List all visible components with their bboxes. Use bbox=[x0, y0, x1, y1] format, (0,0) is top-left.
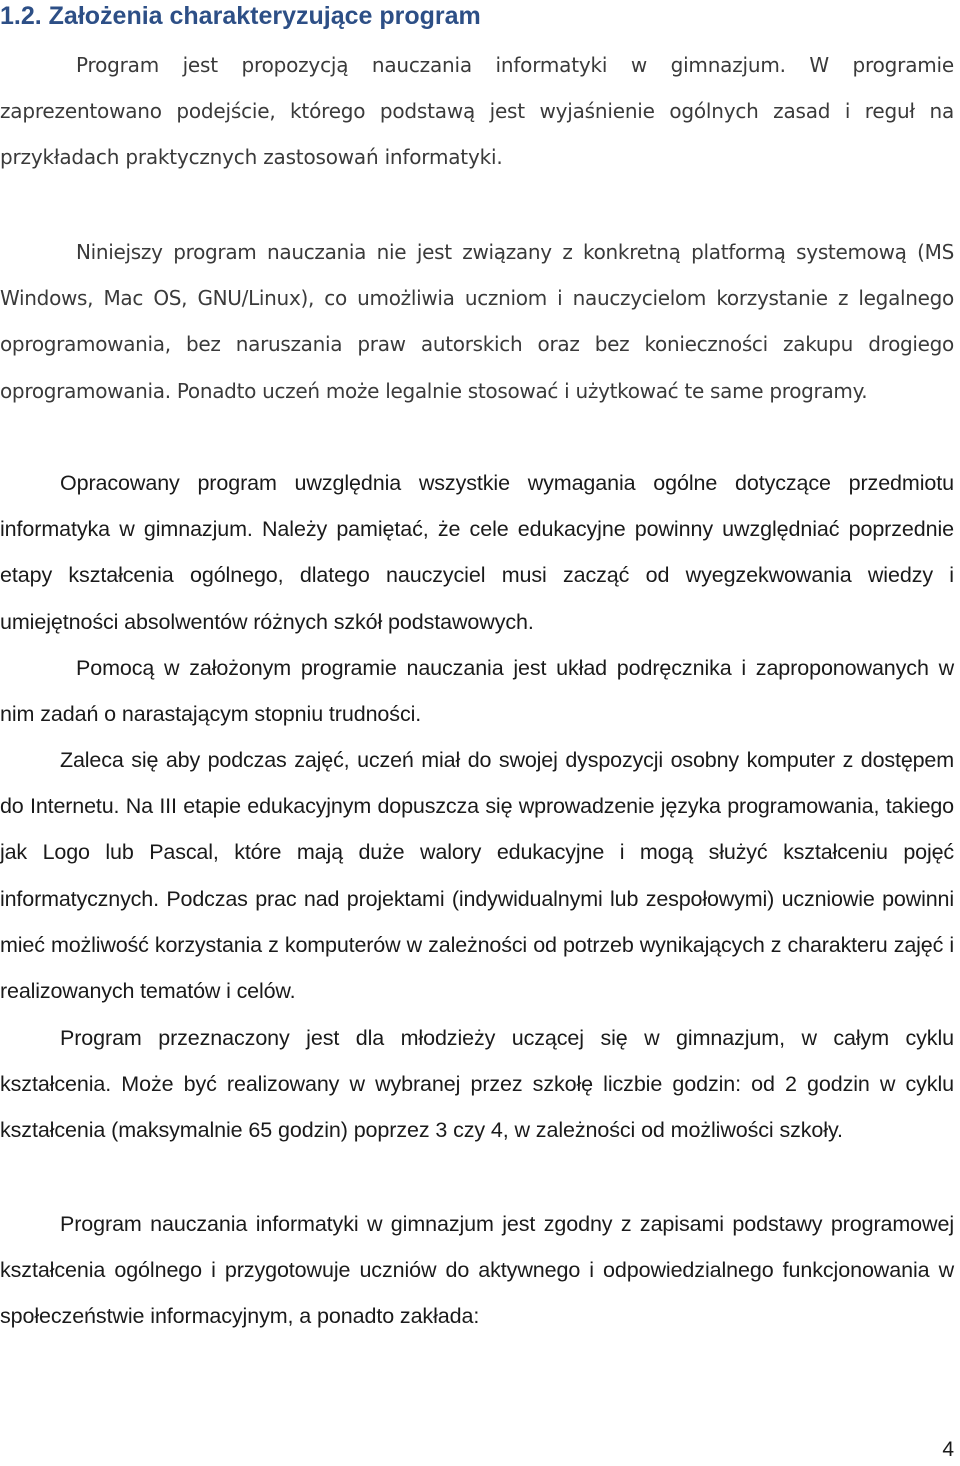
paragraph-5: Zaleca się aby podczas zajęć, uczeń miał do swojej dyspozycji osobny komputer z dostępem do Internetu. Na III etapie edukacyjnym dopuszcza się wprowadzenie języka programowania, takiego jak Logo lub Pascal, które mają duże walory edukacyjne i mogą służyć kształceniu pojęć informatycznych. Podczas prac nad projektami (indywidualnymi lub zespołowymi) uczniowie powinni mieć możliwość korzystania z komputerów w zależności od potrzeb wynikających z charakteru zajęć i realizowanych tematów i celów. bbox=[0, 748, 954, 1004]
paragraph-4: Pomocą w założonym programie nauczania jest układ podręcznika i zaproponowanych w nim zadań o narastającym stopniu trudności. bbox=[0, 656, 954, 727]
paragraph-7: Program nauczania informatyki w gimnazjum jest zgodny z zapisami podstawy programowej kształcenia ogólnego i przygotowuje uczniów do aktywnego i odpowiedzialnego funkcjonowania w społeczeństwie informacyjnym, a ponadto zakłada: bbox=[0, 1212, 954, 1329]
paragraph-3: Opracowany program uwzględnia wszystkie wymagania ogólne dotyczące przedmiotu informatyka w gimnazjum. Należy pamiętać, że cele edukacyjne powinny uwzględniać poprzednie etapy kształcenia ogólnego, dlatego nauczyciel musi zacząć od wyegzekwowania wiedzy i umiejętności absolwentów różnych szkół podstawowych. bbox=[0, 471, 954, 634]
section-heading: 1.2. Założenia charakteryzujące program bbox=[0, 2, 481, 30]
paragraph-1: Program jest propozycją nauczania informatyki w gimnazjum. W programie zaprezentowano podejście, którego podstawą jest wyjaśnienie ogólnych zasad i reguł na przykładach praktycznych zastosowań informatyki. bbox=[0, 53, 954, 170]
paragraph-2: Niniejszy program nauczania nie jest związany z konkretną platformą systemową (MS Windows, Mac OS, GNU/Linux), co umożliwia uczniom i nauczycielom korzystanie z legalnego oprogramowania, bez naruszania praw autorskich oraz bez konieczności zakupu drogiego oprogramowania. Ponadto uczeń może legalnie stosować i użytkować te same programy. bbox=[0, 240, 954, 403]
page-number: 4 bbox=[942, 1438, 954, 1461]
paragraph-6: Program przeznaczony jest dla młodzieży uczącej się w gimnazjum, w całym cyklu kształcenia. Może być realizowany w wybranej przez szkołę liczbie godzin: od 2 godzin w cyklu kształcenia (maksymalnie 65 godzin) poprzez 3 czy 4, w zależności od możliwości szkoły. bbox=[0, 1026, 954, 1143]
